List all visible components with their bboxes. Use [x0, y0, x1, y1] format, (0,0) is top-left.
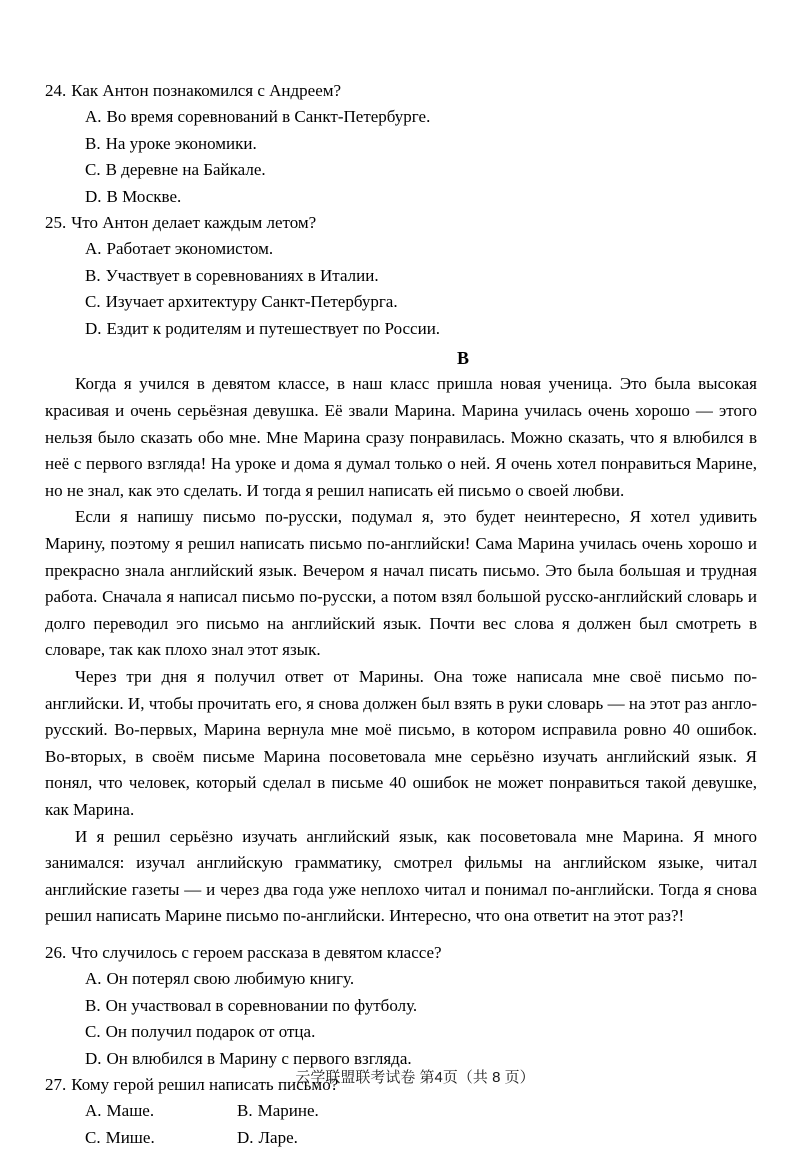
- option-text: Участвует в соревнованиях в Италии.: [105, 265, 379, 285]
- question-25: [45, 210, 757, 342]
- option-label: C.: [85, 292, 101, 312]
- option-d: [237, 1125, 298, 1151]
- section-b-heading: В: [456, 348, 469, 369]
- option-a: [45, 236, 757, 262]
- question-line: [45, 940, 757, 966]
- option-label: A.: [85, 239, 102, 259]
- option-text: Маше.: [106, 1101, 155, 1121]
- option-text: В Москве.: [106, 186, 182, 206]
- option-label: D.: [237, 1127, 254, 1147]
- option-b: [45, 993, 757, 1019]
- paragraph-1: Когда я учился в девятом классе, в наш класс пришла новая ученица. Это была высокая красивая и очень серьёзная девушка. Её звали Марина. Марина училась очень хорошо — этого нельзя было сказать обо мне. Мне Марина сразу понравилась. Можно сказать, что я влюбился в неё с первого взгляда! На уроке и дома я думал только о ней. Я очень хотел понравиться Марине, но не знал, как это сделать. И тогда я решил написать ей письмо о своей любви.: [45, 374, 757, 500]
- option-label: D.: [85, 318, 102, 338]
- option-c: [45, 289, 757, 315]
- option-text: Ездит к родителям и путешествует по России.: [106, 318, 441, 338]
- question-line: [45, 78, 757, 104]
- option-text: Марине.: [257, 1101, 319, 1121]
- option-text: Он влюбился в Марину с первого взгляда.: [106, 1048, 412, 1068]
- option-label: D.: [85, 1048, 102, 1068]
- option-label: A.: [85, 969, 102, 989]
- question-number: 27.: [45, 1074, 67, 1094]
- option-label: B.: [85, 995, 101, 1015]
- paragraph-4: И я решил серьёзно изучать английский язык, как посоветовала мне Марина. Я много занимался: изучал английскую грамматику, смотрел фильмы на английском языке, читал английские газеты — и через два года уже неплохо читал и понимал по-английски. Тогда я снова решил написать Марине письмо по-английски. Интересно, что она ответит на этот раз?!: [45, 826, 757, 926]
- option-label: B.: [237, 1101, 253, 1121]
- question-list-top: [45, 78, 757, 342]
- option-b: [45, 131, 757, 157]
- option-b: [237, 1098, 319, 1124]
- paragraph-3: Через три дня я получил ответ от Марины. Она тоже написала мне своё письмо по-английски. И, чтобы прочитать его, я снова должен был взять в руки словарь — на этот раз англо-русский. Во-первых, Марина вернула мне моё письмо, в котором исправила ровно 40 ошибок. Во-вторых, в своём письме Марина посоветовала мне серьёзно изучать английский язык. Я понял, что человек, который сделал в письме 40 ошибок не может понравиться такой девушке, как Марина.: [45, 667, 757, 819]
- option-c: [45, 1019, 757, 1045]
- option-label: C.: [85, 160, 101, 180]
- option-label: C.: [85, 1022, 101, 1042]
- option-label: B.: [85, 265, 101, 285]
- option-text: На уроке экономики.: [105, 133, 257, 153]
- question-number: 25.: [45, 213, 67, 233]
- question-26: [45, 940, 757, 1072]
- option-d: [45, 316, 757, 342]
- option-row-1: [45, 1098, 757, 1124]
- option-text: Ларе.: [258, 1127, 298, 1147]
- question-text: Что Антон делает каждым летом?: [71, 213, 317, 233]
- option-c: [85, 1125, 237, 1151]
- option-text: Изучает архитектуру Санкт-Петербурга.: [105, 292, 398, 312]
- option-text: Во время соревнований в Санкт-Петербурге.: [106, 107, 431, 127]
- option-label: D.: [85, 186, 102, 206]
- option-row-2: [45, 1125, 757, 1151]
- option-label: A.: [85, 107, 102, 127]
- question-text: Как Антон познакомился с Андреем?: [71, 81, 342, 100]
- option-text: Работает экономистом.: [106, 239, 274, 259]
- question-number: 24.: [45, 81, 67, 100]
- question-list-bottom: [45, 940, 757, 1151]
- option-text: Мише.: [105, 1127, 155, 1147]
- option-text: Он участвовал в соревновании по футболу.: [105, 995, 418, 1015]
- option-a: [45, 966, 757, 992]
- option-label: B.: [85, 133, 101, 153]
- question-number: 26.: [45, 942, 67, 962]
- option-text: В деревне на Байкале.: [105, 160, 266, 180]
- option-b: [45, 263, 757, 289]
- option-text: Он потерял свою любимую книгу.: [106, 969, 355, 989]
- question-line: [45, 210, 757, 236]
- reading-section-b: [45, 345, 757, 930]
- option-a: [45, 104, 757, 130]
- question-text: Что случилось с героем рассказа в девятом классе?: [71, 942, 442, 962]
- question-24: [45, 78, 757, 210]
- question-text: Кому герой решил написать письмо?: [71, 1074, 339, 1094]
- option-c: [45, 157, 757, 183]
- reading-passage: [45, 371, 757, 929]
- option-text: Он получил подарок от отца.: [105, 1022, 316, 1042]
- option-label: C.: [85, 1127, 101, 1147]
- option-a: [85, 1098, 237, 1124]
- option-label: A.: [85, 1101, 102, 1121]
- option-d: [45, 184, 757, 210]
- page-footer: 云学联盟联考试卷 第4页（共 8 页）: [295, 1069, 535, 1086]
- paragraph-2: Если я напишу письмо по-русски, подумал я, это будет неинтересно, Я хотел удивить Марину, поэтому я решил написать письмо по-английски! Сама Марина училась очень хорошо и прекрасно знала английский язык. Вечером я начал писать письмо. Это была большая и трудная работа. Сначала я написал письмо по-русски, а потом взял большой русско-английский словарь и долго переводил эго письмо на английский язык. Почти вес слова я должен был смотреть в словаре, так как плохо знал этот язык.: [45, 507, 757, 660]
